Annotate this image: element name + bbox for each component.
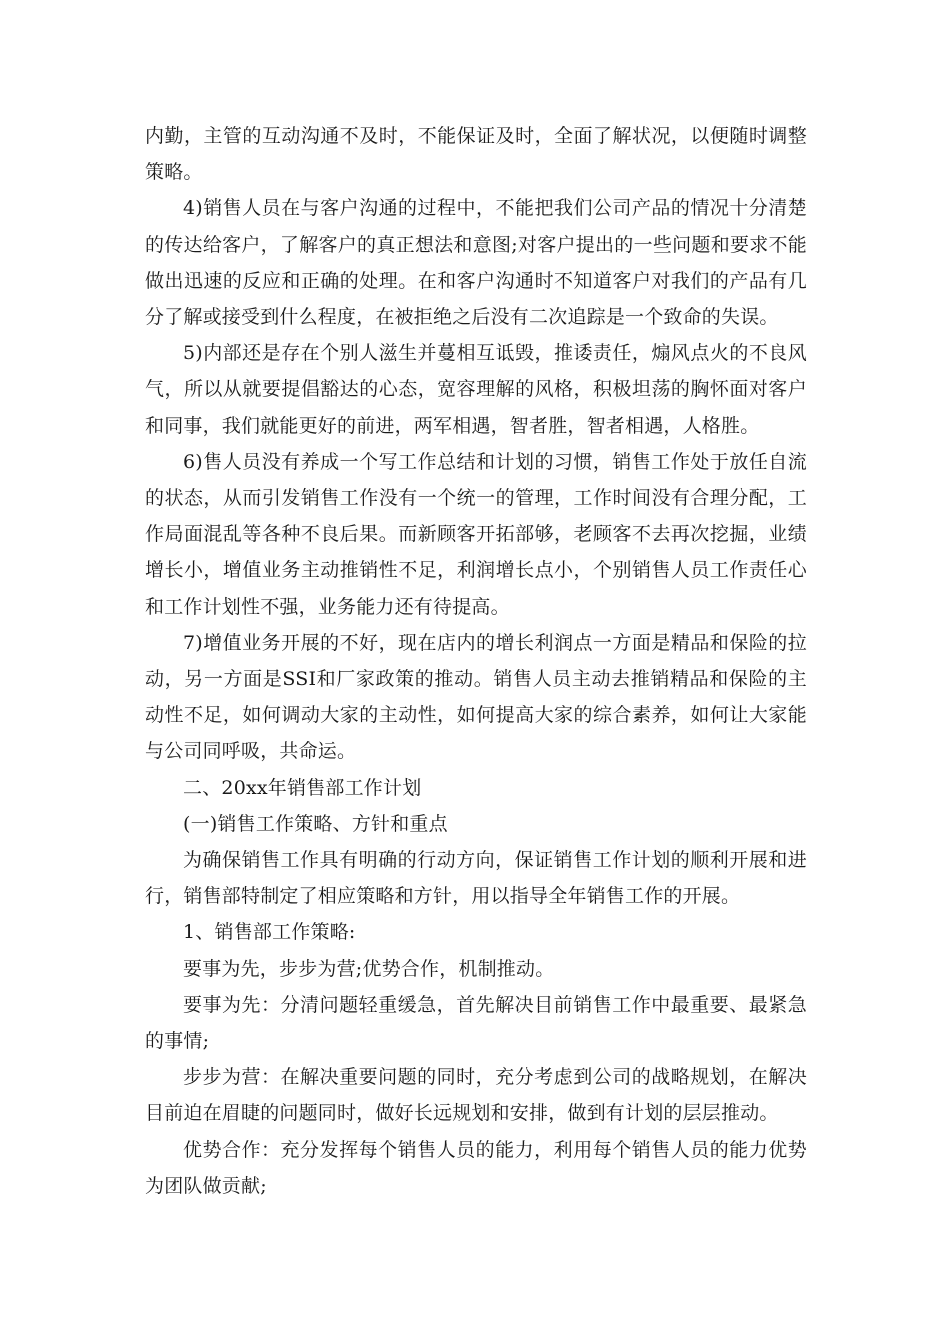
- paragraph: 步步为营：在解决重要问题的同时，充分考虑到公司的战略规划，在解决目前迫在眉睫的问题同时，做好长远规划和安排，做到有计划的层层推动。: [145, 1066, 807, 1125]
- paragraph: 优势合作：充分发挥每个销售人员的能力，利用每个销售人员的能力优势为团队做贡献;: [145, 1138, 807, 1197]
- document-body: [145, 118, 807, 1204]
- paragraph: 4)销售人员在与客户沟通的过程中，不能把我们公司产品的情况十分清楚的传达给客户，了解客户的真正想法和意图;对客户提出的一些问题和要求不能做出迅速的反应和正确的处理。在和客户沟通时不知道客户对我们的产品有几分了解或接受到什么程度，在被拒绝之后没有二次追踪是一个致命的失误。: [145, 197, 807, 329]
- paragraph: 6)售人员没有养成一个写工作总结和计划的习惯，销售工作处于放任自流的状态，从而引发销售工作没有一个统一的管理，工作时间没有合理分配，工作局面混乱等各种不良后果。而新顾客开拓部够，老顾客不去再次挖掘，业绩增长小，增值业务主动推销性不足，利润增长点小，个别销售人员工作责任心和工作计划性不强，业务能力还有待提高。: [145, 450, 807, 618]
- paragraph: 内勤，主管的互动沟通不及时，不能保证及时，全面了解状况，以便随时调整策略。: [145, 125, 807, 184]
- section-heading: 二、20xx年销售部工作计划: [183, 776, 422, 799]
- paragraph: 5)内部还是存在个别人滋生并蔓相互诋毁，推诿责任，煽风点火的不良风气，所以从就要提倡豁达的心态，宽容理解的风格，积极坦荡的胸怀面对客户和同事，我们就能更好的前进，两军相遇，智者胜，智者相遇，人格胜。: [145, 342, 807, 437]
- list-heading: 1、销售部工作策略:: [183, 921, 356, 944]
- paragraph: 要事为先，步步为营;优势合作，机制推动。: [183, 957, 555, 980]
- paragraph: 7)增值业务开展的不好，现在店内的增长利润点一方面是精品和保险的拉动，另一方面是SSI和厂家政策的推动。销售人员主动去推销精品和保险的主动性不足，如何调动大家的主动性，如何提高大家的综合素养，如何让大家能与公司同呼吸，共命运。: [145, 631, 807, 763]
- paragraph: 为确保销售工作具有明确的行动方向，保证销售工作计划的顺利开展和进行，销售部特制定了相应策略和方针，用以指导全年销售工作的开展。: [145, 849, 807, 908]
- subsection-heading: (一)销售工作策略、方针和重点: [183, 812, 448, 835]
- paragraph: 要事为先：分清问题轻重缓急，首先解决目前销售工作中最重要、最紧急的事情;: [145, 993, 807, 1053]
